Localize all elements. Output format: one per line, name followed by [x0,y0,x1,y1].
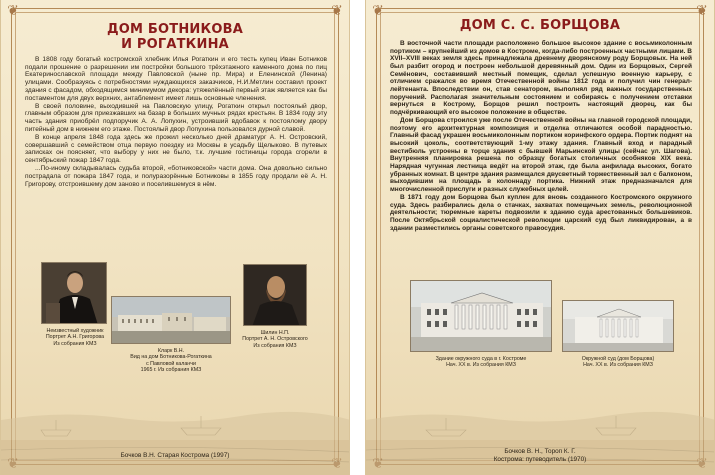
court-building-photo [410,280,552,352]
view-of-house-painting [111,296,231,344]
caption-borshchov-house: Окружной суд (дом Борщова) Нач. XX в. Из собрания КМЗ [581,356,655,369]
left-panel [0,0,350,475]
title-line: ДОМ С. С. БОРЩОВА [459,18,621,33]
paragraph: В 1871 году дом Борщова был куплен для вновь созданного Костромского окружного суда. Здесь разбирались дела о стачках, захватах помещичьих земель, революционной деятельности; тюремные кареты подвозили к зданию суда арестованных большевиков. После Октябрьской социалистической революции царский суд был ликвидирован, а в здании разместились органы советского правосудия. [390,194,692,232]
caption-court-building: Здание окружного суда в г. Костроме Нач. XX в. Из собрания КМЗ [435,356,527,369]
portrait-ostrovsky-image [243,264,307,326]
article-body [25,56,327,189]
footer-book: Кострома: путеводитель (1970) [493,455,587,463]
background-river-scene [1,380,350,475]
borshchov-house-photo [562,300,674,352]
footer-authors: Бочков В. Н., Тороп К. Г. [504,448,576,455]
title-line-1: ДОМ БОТНИКОВА [107,22,243,37]
caption-grigorov: Неизвестный художник Портрет А.Н. Григорова Из собрания КМЗ [45,328,105,347]
paragraph: В 1808 году богатый костромской хлебник Илья Рогаткин и его тесть купец Иван Ботников подали прошение о разрешении им постройки большого трёхэтажного каменного дома по пиц Екатеринославской площади между Павловской (ныне пр. Мира) и Еленинской (Ленина) улицами. Сообразуясь с потребностями нуждающихся заказчиков, Н.И.Метлин составил проект здания с фасадом, обходящимся минимумом декора: утяжелённый первый этаж является как бы постаментом для двух верхних, антаблемент имеет лишь основные членения. [25,56,327,102]
corner-ornament-icon: ❦ [7,2,19,18]
title-line-2: И РОГАТКИНА [121,37,229,52]
corner-ornament-icon: ❦ [372,2,384,18]
source-footer [386,448,694,463]
right-panel [365,0,715,475]
corner-ornament-icon: ❦ [331,2,343,18]
page-title [21,22,329,52]
corner-ornament-icon: ❦ [696,2,708,18]
paragraph: В восточной части площади расположено большое высокое здание с восьмиколонным портиком – крупнейший из домов в Костроме, когда-либо построенных частными лицами. В XVII–XVIII веках земля здесь принадлежала древнему дворянскому роду Борщовых. На ней был разбит огород и построен небольшой деревянный дом. Один из Борщовых, Сергей Семёнович, составивший местный помещик, сделал успешную военную карьеру, с отличием сражался во время Отечественной войны 1812 года и получил чин генерал-лейтенанта. Впоследствии он, став сенатором, выполнял ряд важных государственных поручений. Располагая значительным состоянием и собираясь с получением отставки вернуться в Кострому, Борщов решил построить настоящий дворец, как бы подчёркивающий его высокое положение в обществе. [390,40,692,116]
paragraph: В своей половине, выходившей на Павловскую улицу, Рогаткин открыл постоялый двор, главным образом для приезжавших на базар в больших мучных рядах крестьян. В 1834 году эту часть здания приобрёл подпоручик А. А. Лопухин, устроивший вдобавок к постоялому двору питейный дом в нижнем его этаже. Постоялый двор Лопухина пользовался дурной славой. [25,102,327,133]
article-body [390,40,692,233]
paragraph: Дом Борщова строился уже после Отечественной войны на главной городской площади, поэтому его архитектурная композиция и отделка отличаются особой парадностью. Главный фасад украшен восьмиколонным портиком коринфского ордера. Портик поднят на высокий цоколь, соответствующий 1-му этажу здания. Главный вход и парадный вестибюль устроены в торце здания с бывшей Марьинской улицы (сейчас ул. Шагова). Внутренняя планировка решена по образцу богатых столичных особняков XIX века. Нарядная чугунная лестница ведёт на второй этаж, где была анфилада высоких, богато убранных комнат. В центре здания размещался двусветный торжественный зал с балконом, выходившим на площадь в колоннаду портика. Нижний этаж предназначался для многочисленной прислуги и разных служебных целей. [390,117,692,193]
caption-ostrovsky: Шилин Н.П. Портрет А. Н. Островского Из собрания КМЗ [242,330,308,349]
panel-divider [350,0,365,475]
page-title [386,18,694,33]
paragraph: ...По-иному складывалась судьба второй, «ботниковской» части дома. Она довольно сильно пострадала от пожара 1847 года, и полуразорённые Ботниковы в 1855 году продали её А. Н. Григорову, отстроившему дом заново и поселившемуся в нём. [25,165,327,188]
caption-view: Кларк В.Н. Вид на дом Ботникова-Рогаткина с Павловой каланчи 1965 г. Из собрания КМЗ [130,348,212,374]
paragraph: В конце апреля 1848 года здесь же прожил несколько дней драматург А. Н. Островский, совершавший с семейством отца первую поездку из Москвы в усадьбу Щелыково. В путевых записках он поясняет, что выбору у них не было, т.к. лучшие гостиницы города сгорели в сентябрьский пожар 1847 года. [25,134,327,165]
source-footer: Бочков В.Н. Старая Кострома (1997) [120,452,230,459]
portrait-grigorov-image [41,262,107,324]
